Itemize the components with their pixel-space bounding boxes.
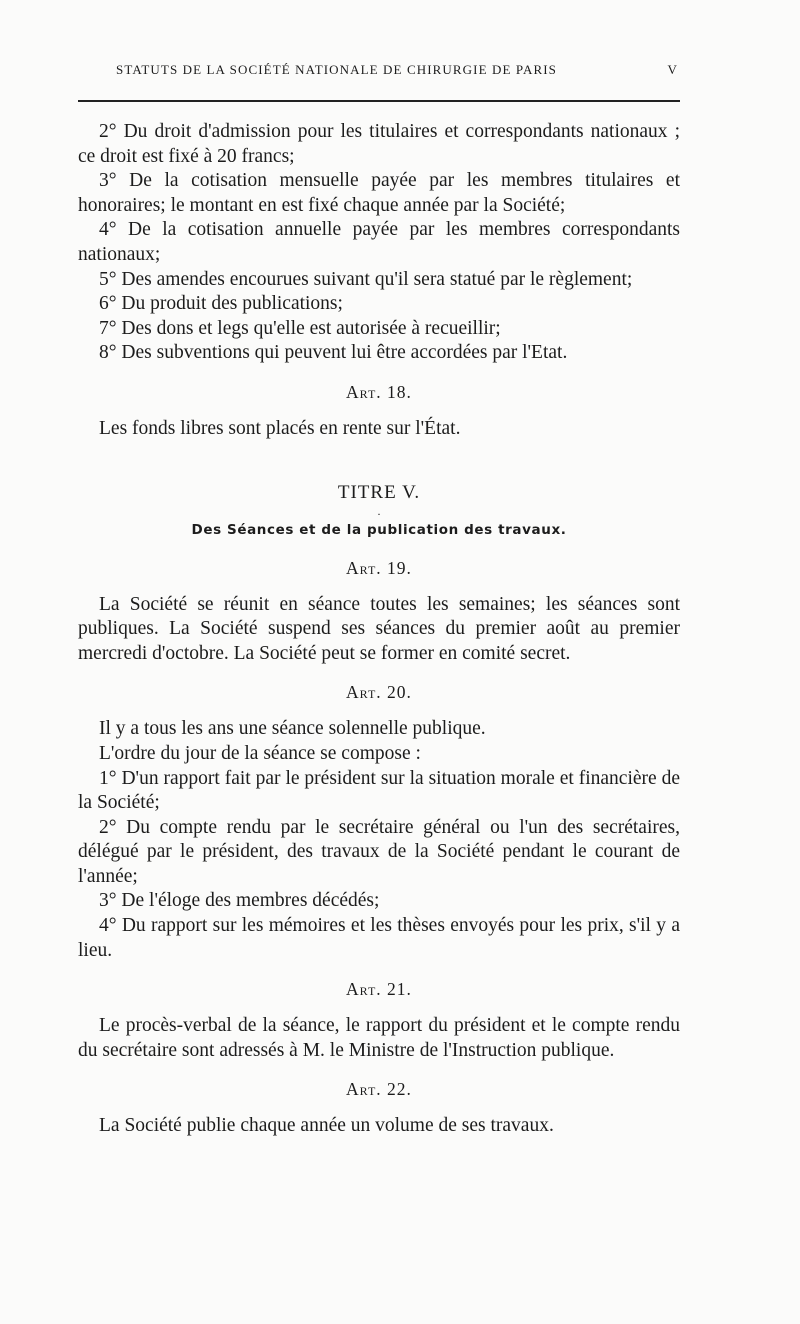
list-item: 4° De la cotisation annuelle payée par les membres correspondants nationaux; [78, 219, 680, 265]
article-18-heading: Art. 18. [346, 381, 412, 402]
list-item: 3° De la cotisation mensuelle payée par les membres titulaires et honoraires; le montant en est fixé chaque année par la Société; [78, 170, 680, 216]
article-20-paragraph: L'ordre du jour de la séance se compose : [99, 742, 421, 764]
article-21-heading: Art. 21. [346, 979, 412, 1000]
article-20-paragraph: 3° De l'éloge des membres décédés; [99, 890, 380, 912]
titre-heading: TITRE V. [337, 481, 421, 503]
page-number: V [667, 62, 678, 77]
divider-dot: · [377, 506, 381, 521]
header-title: STATUTS DE LA SOCIÉTÉ NATIONALE DE CHIRURGIE DE PARIS [116, 62, 557, 77]
article-20-heading: Art. 20. [346, 682, 412, 703]
list-item: 8° Des subventions qui peuvent lui être accordées par l'Etat. [99, 342, 568, 364]
header-rule [78, 100, 680, 102]
article-22-text: La Société publie chaque année un volume de ses travaux. [99, 1115, 554, 1137]
list-item: 5° Des amendes encourues suivant qu'il sera statué par le règlement; [99, 268, 633, 290]
income-list [78, 120, 680, 366]
article-20-paragraph: 4° Du rapport sur les mémoires et les thèses envoyés pour les prix, s'il y a lieu. [78, 915, 680, 961]
list-item: 7° Des dons et legs qu'elle est autorisée à recueillir; [99, 317, 501, 339]
article-20-paragraph: 2° Du compte rendu par le secrétaire général ou l'un des secrétaires, délégué par le président, des travaux de la Société pendant le courant de l'année; [78, 816, 680, 887]
list-item: 6° Du produit des publications; [99, 293, 343, 315]
article-20-paragraph: 1° D'un rapport fait par le président sur la situation morale et financière de la Société; [78, 767, 680, 814]
article-21-text: Le procès-verbal de la séance, le rapport du président et le compte rendu du secrétaire sont adressés à M. le Ministre de l'Instruction publique. [78, 1015, 680, 1061]
running-header [78, 62, 680, 86]
article-19-heading: Art. 19. [346, 557, 412, 578]
article-20-paragraph: Il y a tous les ans une séance solennelle publique. [99, 718, 486, 740]
titre-subtitle: Des Séances et de la publication des travaux. [191, 521, 567, 538]
document-page [78, 62, 680, 1139]
article-18-text: Les fonds libres sont placés en rente sur l'État. [99, 417, 461, 439]
article-22-heading: Art. 22. [346, 1079, 412, 1100]
list-item: 2° Du droit d'admission pour les titulaires et correspondants nationaux ; ce droit est fixé à 20 francs; [78, 121, 680, 167]
article-19-text: La Société se réunit en séance toutes les semaines; les séances sont publiques. La Société suspend ses séances du premier août au premier mercredi d'octobre. La Société peut se former en comité secret. [78, 593, 680, 664]
